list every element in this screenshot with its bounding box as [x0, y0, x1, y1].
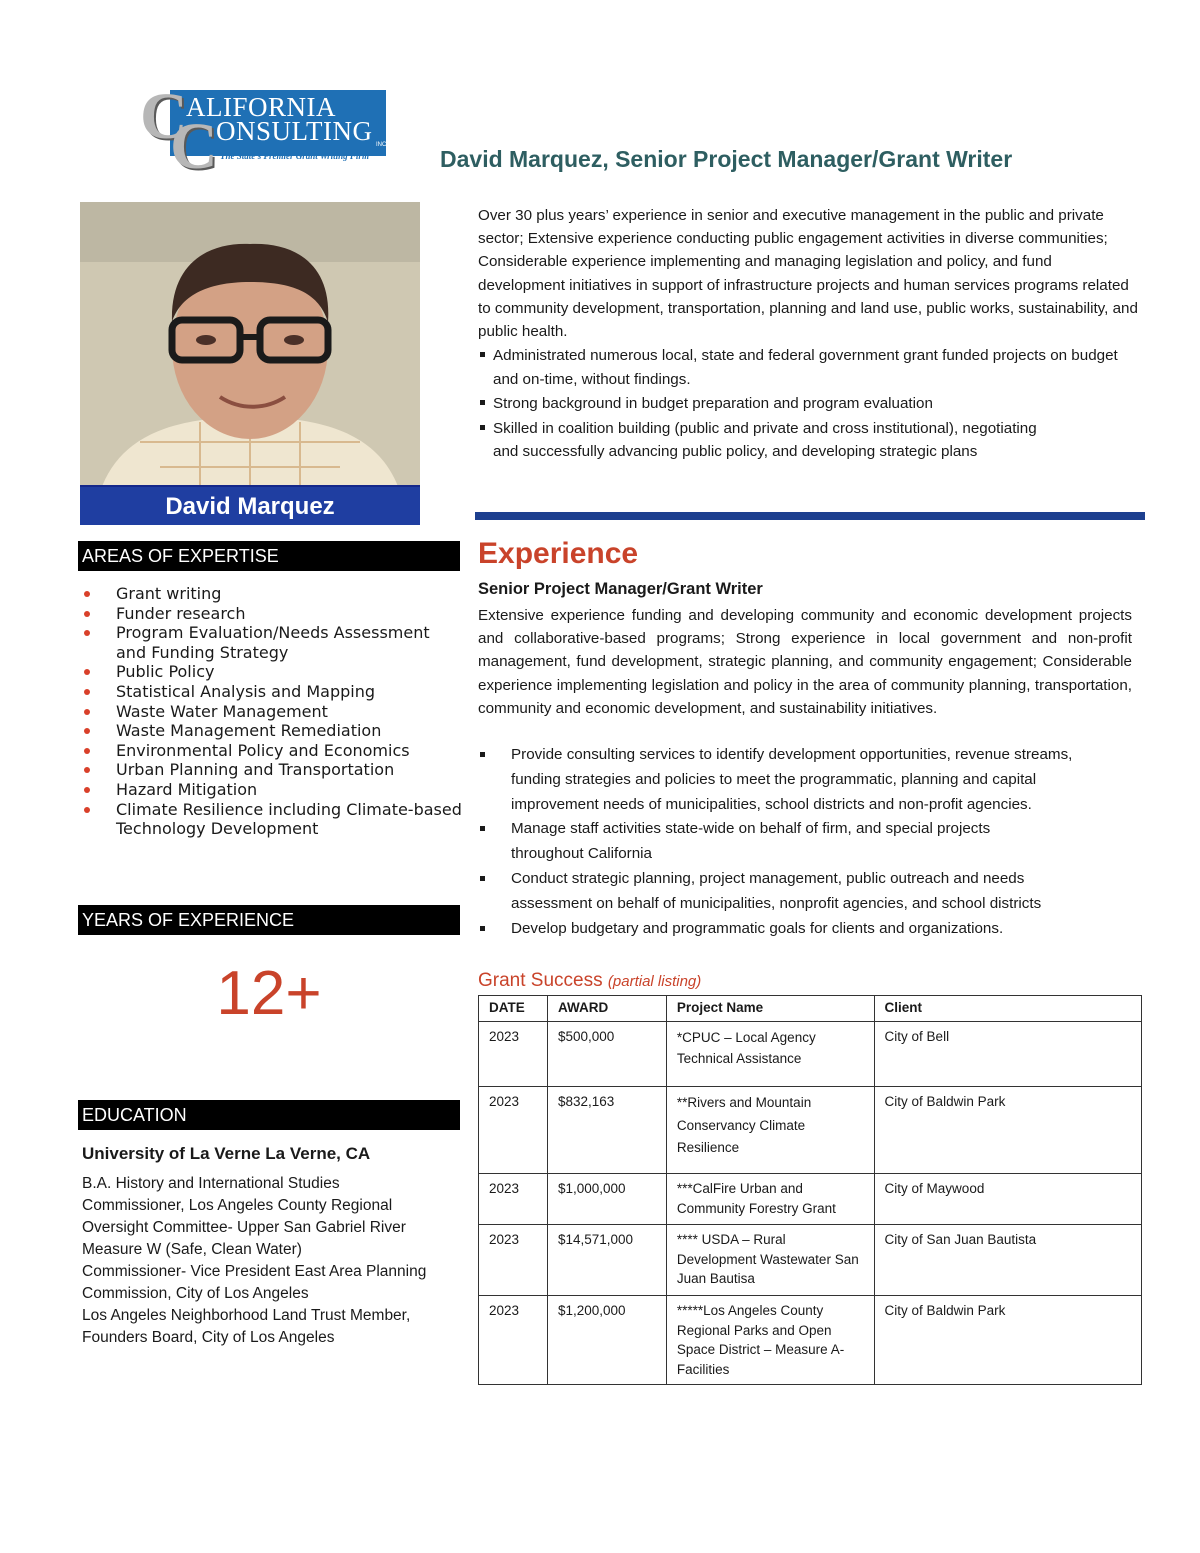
table-row [479, 1022, 1142, 1087]
expertise-item: Grant writing [80, 584, 470, 604]
years-heading: YEARS OF EXPERIENCE [78, 905, 460, 935]
experience-bullet: Provide consulting services to identify development opportunities, revenue streams, funding strategies and policies to meet the programmatic, planning and capital improvement needs of municipalities, school districts and non-profit agencies. [478, 743, 1142, 817]
cell-award: $500,000 [547, 1022, 666, 1087]
expertise-item: Public Policy [80, 662, 470, 682]
cell-client: City of Baldwin Park [874, 1296, 1141, 1385]
portrait-illustration [80, 202, 420, 492]
experience-bullet: Develop budgetary and programmatic goals for clients and organizations. [478, 917, 1142, 942]
education-line: Commissioner, Los Angeles County Regional [82, 1197, 393, 1214]
page-title: David Marquez, Senior Project Manager/Grant Writer [440, 146, 1013, 172]
cell-client: City of Baldwin Park [874, 1087, 1141, 1174]
education-line: Commissioner- Vice President East Area Planning [82, 1263, 427, 1280]
summary-bullets [478, 344, 1142, 465]
profile-photo [80, 202, 420, 525]
cell-client: City of Bell [874, 1022, 1141, 1087]
expertise-item: Urban Planning and Transportation [80, 760, 470, 780]
experience-heading: Experience [478, 537, 639, 570]
experience-role: Senior Project Manager/Grant Writer [478, 580, 763, 598]
column-header-client: Client [874, 996, 1141, 1022]
cell-client: City of Maywood [874, 1174, 1141, 1225]
cell-date: 2023 [479, 1087, 548, 1174]
cell-date: 2023 [479, 1022, 548, 1087]
logo-word-consulting: ONSULTING [216, 116, 373, 146]
grant-success-note: (partial listing) [607, 973, 702, 990]
cell-client: City of San Juan Bautista [874, 1225, 1141, 1296]
expertise-item: Funder research [80, 604, 470, 624]
expertise-item: Waste Management Remediation [80, 721, 470, 741]
grant-success-title: Grant Success [478, 970, 603, 991]
cell-award: $1,000,000 [547, 1174, 666, 1225]
summary-bullet: Administrated numerous local, state and federal government grant funded projects on budget and on-time, without findings. [478, 344, 1142, 391]
section-divider [475, 512, 1145, 520]
experience-bullet: Manage staff activities state-wide on behalf of firm, and special projects throughout California [478, 817, 1142, 867]
grant-success-table [478, 995, 1142, 1385]
education-line: Oversight Committee- Upper San Gabriel River [82, 1219, 406, 1236]
expertise-item: Hazard Mitigation [80, 780, 470, 800]
column-header-date: DATE [479, 996, 548, 1022]
years-value: 12+ [216, 959, 322, 1028]
summary-bullet: Skilled in coalition building (public and private and cross institutional), negotiating and successfully advancing public policy, and developing strategic plans [478, 417, 1142, 464]
expertise-item: Program Evaluation/Needs Assessment and Funding Strategy [80, 623, 470, 662]
expertise-item: Environmental Policy and Economics [80, 741, 470, 761]
cell-project: *****Los Angeles County Regional Parks and Open Space District – Measure A-Facilities [666, 1296, 874, 1385]
cell-award: $1,200,000 [547, 1296, 666, 1385]
cell-award: $832,163 [547, 1087, 666, 1174]
cell-project: **** USDA – Rural Development Wastewater San Juan Bautisa [666, 1225, 874, 1296]
education-line: B.A. History and International Studies [82, 1175, 340, 1192]
company-logo [140, 80, 388, 183]
table-header-row [479, 996, 1142, 1022]
table-row [479, 1087, 1142, 1174]
grant-success-heading [478, 970, 701, 992]
cell-project: *CPUC – Local Agency Technical Assistance [666, 1022, 874, 1087]
cell-date: 2023 [479, 1225, 548, 1296]
education-school: University of La Verne La Verne, CA [82, 1144, 371, 1163]
column-header-award: AWARD [547, 996, 666, 1022]
cell-date: 2023 [479, 1296, 548, 1385]
table-row [479, 1296, 1142, 1385]
expertise-item: Waste Water Management [80, 702, 470, 722]
logo-initial-c-top: C [140, 80, 188, 153]
cell-date: 2023 [479, 1174, 548, 1225]
education-line: Measure W (Safe, Clean Water) [82, 1241, 302, 1258]
expertise-list [80, 584, 470, 839]
education-details [82, 1173, 462, 1349]
experience-paragraph: Extensive experience funding and developing community and economic development projects and collaborative-based programs; Strong experience in local government and non-profit management, fund development, strategic planning, and community engagement; Considerable experience implementing legislation and policy in the area of community planning, transportation, community and economic development, and sustainability initiatives. [478, 607, 1132, 717]
expertise-item: Climate Resilience including Climate-based Technology Development [80, 800, 470, 839]
summary-bullet: Strong background in budget preparation and program evaluation [478, 392, 1142, 416]
education-heading: EDUCATION [78, 1100, 460, 1130]
cell-project: ***CalFire Urban and Community Forestry Grant [666, 1174, 874, 1225]
table-row [479, 1174, 1142, 1225]
experience-bullets [478, 743, 1142, 941]
logo-tagline: The State's Premier Grant Writing Firm [220, 151, 369, 161]
education-line: Commission, City of Los Angeles [82, 1285, 309, 1302]
column-header-project: Project Name [666, 996, 874, 1022]
logo-word-california: ALIFORNIA [186, 92, 336, 122]
table-row [479, 1225, 1142, 1296]
education-line: Founders Board, City of Los Angeles [82, 1329, 335, 1346]
cell-project: **Rivers and Mountain Conservancy Climate Resilience [666, 1087, 874, 1174]
cell-award: $14,571,000 [547, 1225, 666, 1296]
logo-initial-c-bottom: C [170, 110, 218, 183]
logo-inc: INC. [376, 142, 388, 148]
education-line: Los Angeles Neighborhood Land Trust Member, [82, 1307, 411, 1324]
expertise-item: Statistical Analysis and Mapping [80, 682, 470, 702]
expertise-heading: AREAS OF EXPERTISE [78, 541, 460, 571]
experience-bullet: Conduct strategic planning, project management, public outreach and needs assessment on behalf of municipalities, nonprofit agencies, and school districts [478, 867, 1142, 917]
photo-caption: David Marquez [80, 485, 420, 525]
summary-paragraph: Over 30 plus years’ experience in senior and executive management in the public and private sector; Extensive experience conducting public engagement activities in diverse communities; Considerable experience implementing and managing legislation and policy, and fund development initiatives in support of infrastructure projects and human services programs related to community development, transportation, planning and land use, public works, sustainability, and public health. [478, 207, 1138, 341]
